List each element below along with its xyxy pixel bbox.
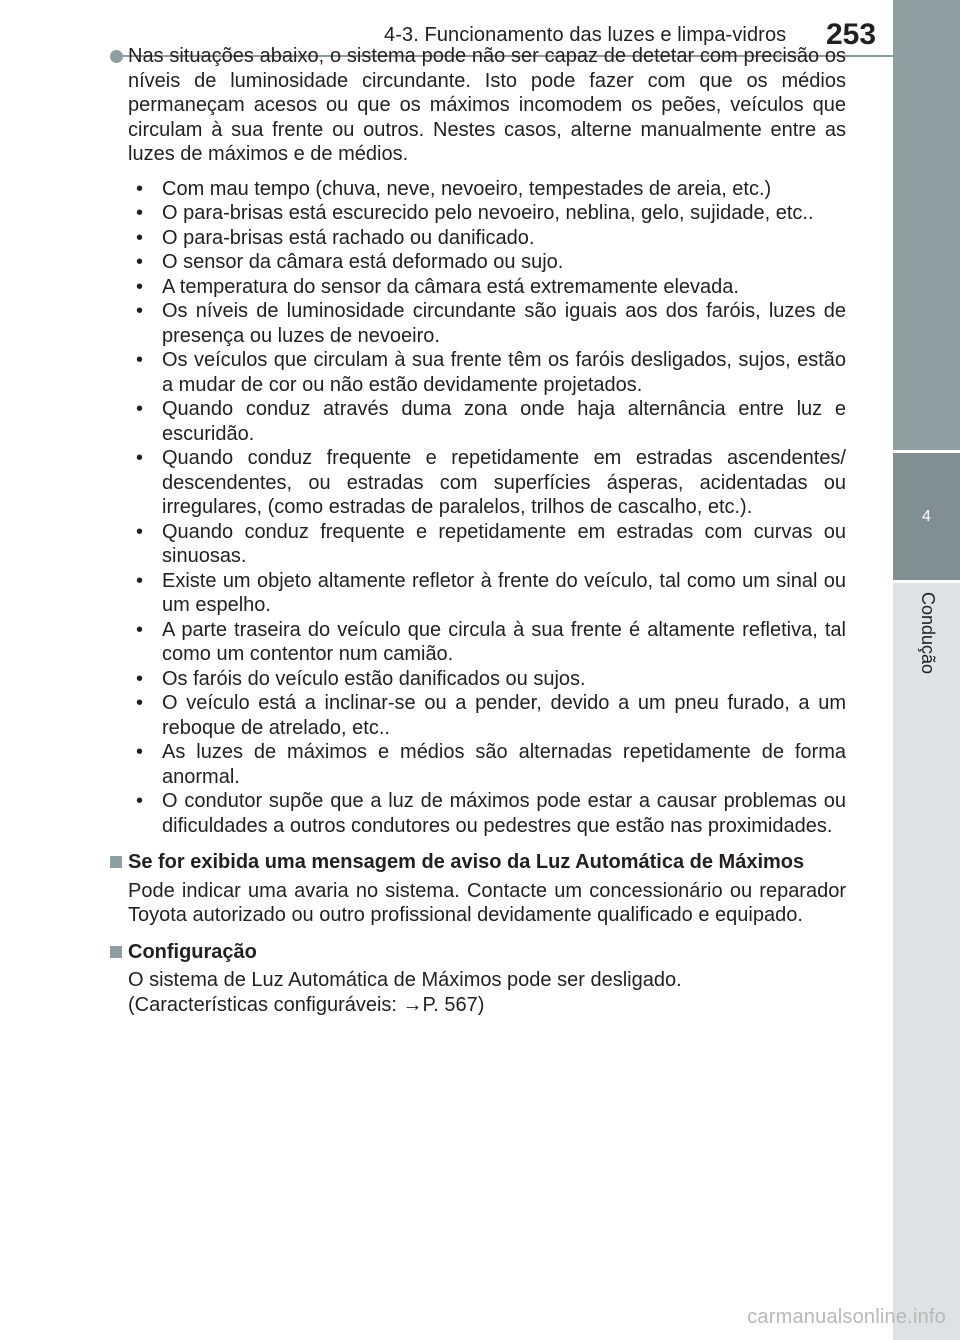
list-item: • Os níveis de luminosidade circundante são iguais aos dos faróis, luzes de presença ou luzes de nevoeiro. [128, 299, 846, 348]
section-heading [110, 940, 846, 965]
square-bullet-icon [110, 856, 122, 868]
section-body-line: O sistema de Luz Automática de Máximos pode ser desligado. [128, 969, 682, 991]
intro-text: Nas situações abaixo, o sistema pode não ser capaz de detetar com precisão os níveis de luminosidade circundante. Isto pode fazer com que os médios permaneçam acesos ou que os máximos incomodem os peões, veículos que circulam à sua frente ou outros. Nestes casos, alterne manualmente entre as luzes de máximos e de médios. [128, 45, 846, 165]
list-item: • O condutor supõe que a luz de máximos pode estar a causar problemas ou dificuldades a outros condutores ou pedestres que estão nas proximidades. [128, 789, 846, 838]
chapter-tab-number: 4 [922, 507, 931, 525]
list-item: • Os faróis do veículo estão danificados ou sujos. [128, 667, 846, 692]
list-item: • Com mau tempo (chuva, neve, nevoeiro, tempestades de areia, etc.) [128, 177, 846, 202]
list-item: • A parte traseira do veículo que circula à sua frente é altamente refletiva, tal como um contentor num camião. [128, 618, 846, 667]
chapter-title: 4-3. Funcionamento das luzes e limpa-vidros [384, 24, 787, 46]
section-heading-text: Configuração [128, 940, 257, 963]
section-heading [110, 850, 846, 875]
side-tab-top [893, 0, 960, 450]
section-heading-text: Se for exibida uma mensagem de aviso da Luz Automática de Máximos [128, 851, 805, 873]
side-tab-strip [893, 583, 960, 1340]
list-item: • O para-brisas está escurecido pelo nevoeiro, neblina, gelo, sujidade, etc.. [128, 201, 846, 226]
round-bullet-icon [110, 50, 123, 63]
watermark: carmanualsonline.info [747, 1306, 946, 1328]
list-item: • A temperatura do sensor da câmara está extremamente elevada. [128, 275, 846, 300]
section-body-line: (Características configuráveis: →P. 567) [128, 993, 485, 1016]
list-item: • Quando conduz frequente e repetidamente em estradas ascendentes/ descendentes, ou estradas com superfícies ásperas, acidentadas ou irregulares, (como estradas de paralelos, trilhos de cascalho, etc.). [128, 446, 846, 520]
page-number: 253 [826, 18, 877, 51]
list-item: • Quando conduz frequente e repetidamente em estradas com curvas ou sinuosas. [128, 520, 846, 569]
list-item: • O para-brisas está rachado ou danificado. [128, 226, 846, 251]
conditions-list [110, 177, 846, 839]
list-item: • Existe um objeto altamente refletor à frente do veículo, tal como um sinal ou um espelho. [128, 569, 846, 618]
section-configuration [110, 940, 846, 1018]
section-body [110, 968, 846, 1017]
chapter-tab[interactable] [893, 453, 960, 580]
page-content [110, 44, 846, 1017]
list-item: • As luzes de máximos e médios são alternadas repetidamente de forma anormal. [128, 740, 846, 789]
list-item: • O veículo está a inclinar-se ou a pender, devido a um pneu furado, a um reboque de atrelado, etc.. [128, 691, 846, 740]
section-warning-message [110, 850, 846, 928]
list-item: • Quando conduz através duma zona onde haja alternância entre luz e escuridão. [128, 397, 846, 446]
list-item: • O sensor da câmara está deformado ou sujo. [128, 250, 846, 275]
chapter-tab-label: Condução [918, 592, 938, 675]
intro-paragraph [110, 44, 846, 167]
list-item: • Os veículos que circulam à sua frente têm os faróis desligados, sujos, estão a mudar de cor ou não estão devidamente projetados. [128, 348, 846, 397]
section-body: Pode indicar uma avaria no sistema. Contacte um concessionário ou reparador Toyota autorizado ou outro profissional devidamente qualificado e equipado. [128, 879, 846, 926]
square-bullet-icon [110, 946, 122, 958]
